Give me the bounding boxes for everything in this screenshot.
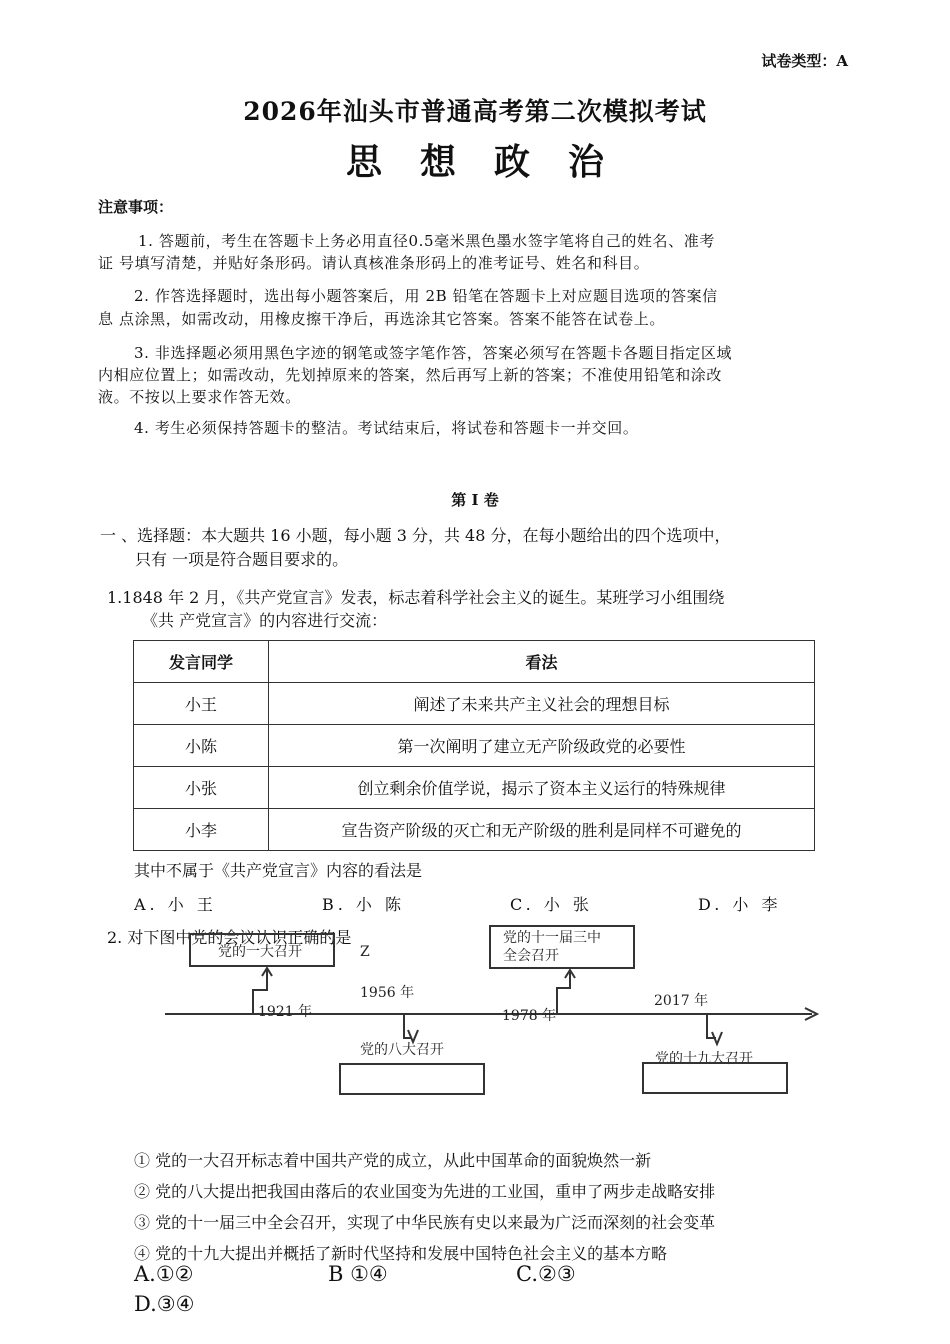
notice-item-2-line-1: 2. 作答选择题时，选出每小题答案后，用 2B 铅笔在答题卡上对应题目选项的答案信 xyxy=(134,287,718,305)
q1-option-b: B. 小 陈 xyxy=(322,895,406,914)
table-cell: 小张 xyxy=(134,767,269,809)
table-header-cell: 看法 xyxy=(269,641,815,683)
section-intro-line-1: 一 、选择题：本大题共 16 小题，每小题 3 分，共 48 分，在每小题给出的四个选项中， xyxy=(100,526,731,545)
section-title: 第 I 卷 xyxy=(451,491,499,509)
q2-option-d: D.③④ xyxy=(134,1292,195,1316)
q1-option-a: A. 小 王 xyxy=(134,895,217,914)
q2-statement-4: ④ 党的十九大提出并概括了新时代坚持和发展中国特色社会主义的基本方略 xyxy=(134,1244,668,1263)
table-cell: 阐述了未来共产主义社会的理想目标 xyxy=(269,683,815,725)
table-row xyxy=(134,725,815,767)
timeline-box-1-label: 党的一大召开 xyxy=(218,944,302,960)
q1-option-c: C. 小 张 xyxy=(510,895,593,914)
notice-item-1-line-1: 1. 答题前，考生在答题卡上务必用直径0.5毫米黑色墨水签字笔将自己的姓名、准考 xyxy=(138,232,715,250)
timeline-connector-2 xyxy=(557,972,570,1013)
q1-option-d: D. 小 李 xyxy=(698,895,782,914)
q2-option-b: B ①④ xyxy=(328,1262,388,1286)
table-cell: 小李 xyxy=(134,809,269,851)
timeline-year-3: 1978 年 xyxy=(502,1008,557,1024)
table-header-row xyxy=(134,641,815,683)
subject-title: 思想政治 xyxy=(345,141,642,183)
q2-option-a: A.①② xyxy=(134,1262,194,1286)
notice-item-3-line-2: 内相应位置上；如需改动，先划掉原来的答案，然后再写上新的答案；不准使用铅笔和涂改 xyxy=(98,366,723,384)
table-row xyxy=(134,767,815,809)
notice-item-2-line-2: 息 点涂黑，如需改动，用橡皮擦干净后，再选涂其它答案。答案不能答在试卷上。 xyxy=(98,310,665,328)
section-intro-line-2: 只有 一项是符合题目要求的。 xyxy=(135,550,349,569)
timeline-box-3 xyxy=(340,1064,484,1094)
notice-item-3-line-1: 3. 非选择题必须用黑色字迹的钢笔或签字笔作答，答案必须写在答题卡各题目指定区域 xyxy=(134,344,733,362)
q2-statement-2: ② 党的八大提出把我国由落后的农业国变为先进的工业国，重申了两步走战略安排 xyxy=(134,1182,716,1201)
q1-stem-line-1: 1.1848 年 2 月，《共产党宣言》发表，标志着科学社会主义的诞生。某班学习小组围绕 xyxy=(107,588,725,607)
q2-statement-1: ① 党的一大召开标志着中国共产党的成立，从此中国革命的面貌焕然一新 xyxy=(134,1151,652,1170)
q1-stem-line-2: 《共 产党宣言》的内容进行交流： xyxy=(142,611,388,630)
q1-table xyxy=(133,640,815,851)
q2-option-c: C.②③ xyxy=(516,1262,576,1286)
table-row xyxy=(134,809,815,851)
q2-stem: 2. 对下图中党的会议认识正确的是 xyxy=(107,928,352,947)
timeline-box-4 xyxy=(643,1063,787,1093)
timeline-box-2-label-line-2: 全会召开 xyxy=(503,948,559,964)
table-cell: 小王 xyxy=(134,683,269,725)
timeline-year-2: 1956 年 xyxy=(360,985,415,1001)
timeline-connector-4 xyxy=(707,1015,716,1038)
notice-heading: 注意事项： xyxy=(98,198,174,216)
exam-title: 2026年汕头市普通高考第二次模拟考试 xyxy=(243,97,707,126)
timeline-box-4-label: 党的十九大召开 xyxy=(655,1051,753,1067)
timeline-year-1: 1921 年 xyxy=(258,1004,313,1020)
table-header-cell: 发言同学 xyxy=(134,641,269,683)
timeline-year-4: 2017 年 xyxy=(654,993,709,1009)
table-cell: 创立剩余价值学说，揭示了资本主义运行的特殊规律 xyxy=(269,767,815,809)
down-arrow-icon xyxy=(408,1030,418,1042)
q1-question: 其中不属于《共产党宣言》内容的看法是 xyxy=(134,861,423,880)
notice-item-4-line-1: 4. 考生必须保持答题卡的整洁。考试结束后，将试卷和答题卡一并交回。 xyxy=(134,419,639,437)
table-cell: 第一次阐明了建立无产阶级政党的必要性 xyxy=(269,725,815,767)
table-cell: 宣告资产阶级的灭亡和无产阶级的胜利是同样不可避免的 xyxy=(269,809,815,851)
q2-statement-3: ③ 党的十一届三中全会召开，实现了中华民族有史以来最为广泛而深刻的社会变革 xyxy=(134,1213,716,1232)
notice-item-3-line-3: 液。不按以上要求作答无效。 xyxy=(98,388,301,406)
down-arrow-icon xyxy=(712,1032,722,1044)
timeline-box-3-label: 党的八大召开 xyxy=(360,1042,444,1058)
table-row xyxy=(134,683,815,725)
timeline-stray-mark: Z xyxy=(360,944,370,960)
timeline-box-2-label-line-1: 党的十一届三中 xyxy=(503,930,601,946)
q2-timeline-diagram xyxy=(150,920,830,1100)
notice-item-1-line-2: 证 号填写清楚，并贴好条形码。请认真核准条形码上的准考证号、姓名和科目。 xyxy=(98,254,650,272)
table-cell: 小陈 xyxy=(134,725,269,767)
exam-type-label: 试卷类型：A xyxy=(761,52,848,70)
